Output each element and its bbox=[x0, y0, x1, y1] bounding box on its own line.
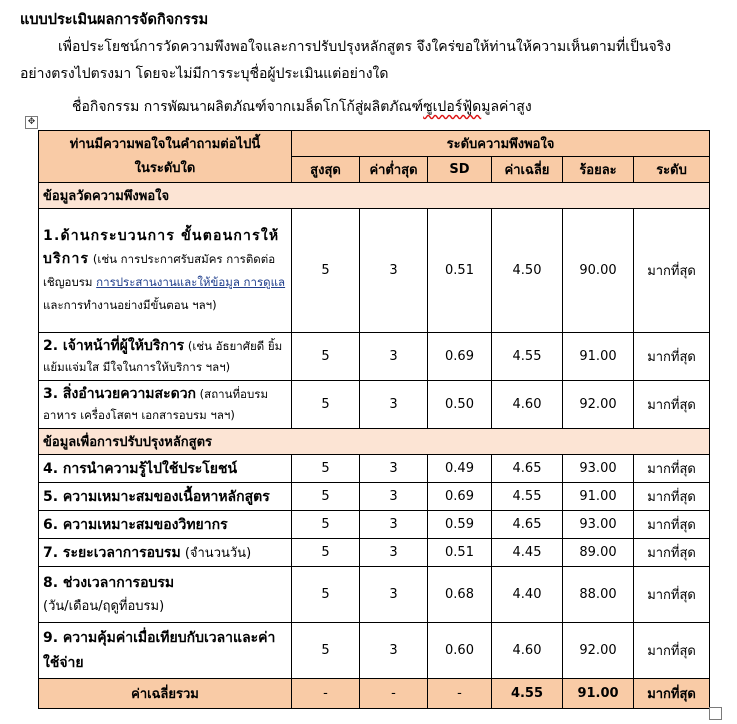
row-4-mean: 4.65 bbox=[492, 455, 563, 483]
table-row bbox=[39, 455, 710, 483]
row-6-max: 5 bbox=[292, 511, 360, 539]
row-2-title: 2. เจ้าหน้าที่ผู้ให้บริการ bbox=[43, 337, 185, 354]
row-9-mean: 4.60 bbox=[492, 623, 563, 679]
row-1-title: 1.ด้านกระบวนการ ขั้นตอนการให้บริการ bbox=[43, 227, 280, 267]
total-label: ค่าเฉลี่ยรวม bbox=[39, 679, 292, 709]
row-9-title: 9. ความคุ้มค่าเมื่อเทียบกับเวลาและค่าใช้จ่าย bbox=[43, 629, 276, 671]
row-8-item bbox=[39, 567, 292, 623]
row-8-title: 8. ช่วงเวลาการอบรม bbox=[43, 574, 175, 591]
col-sd: SD bbox=[428, 157, 492, 183]
row-1-sd: 0.51 bbox=[428, 209, 492, 333]
total-level: มากที่สุด bbox=[634, 679, 710, 709]
table-row bbox=[39, 539, 710, 567]
table-row-total bbox=[39, 679, 710, 709]
row-7-note: (จำนวนวัน) bbox=[180, 545, 252, 561]
intro-line-1: เพื่อประโยชน์การวัดความพึงพอใจและการปรับปรุงหลักสูตร จึงใคร่ขอให้ท่านให้ความเห็นตามที่เป็นจริง bbox=[58, 39, 672, 55]
row-3-max: 5 bbox=[292, 381, 360, 429]
row-3-item bbox=[39, 381, 292, 429]
document-title: แบบประเมินผลการจัดกิจกรรม bbox=[20, 12, 209, 28]
row-9-level: มากที่สุด bbox=[634, 623, 710, 679]
header-question-line-1: ท่านมีความพอใจในคำถามต่อไปนี้ bbox=[69, 136, 261, 152]
row-3-min: 3 bbox=[360, 381, 428, 429]
row-9-sd: 0.60 bbox=[428, 623, 492, 679]
row-5-item bbox=[39, 483, 292, 511]
row-7-min: 3 bbox=[360, 539, 428, 567]
activity-prefix: ชื่อกิจกรรม การพัฒนาผลิตภัณฑ์จากเมล็ดโกโก้สู่ผลิตภัณฑ์ bbox=[72, 99, 424, 115]
col-mean: ค่าเฉลี่ย bbox=[492, 157, 563, 183]
col-min: ค่าต่ำสุด bbox=[360, 157, 428, 183]
row-3-level: มากที่สุด bbox=[634, 381, 710, 429]
row-5-title: 5. ความเหมาะสมของเนื้อหาหลักสูตร bbox=[43, 488, 270, 505]
row-4-sd: 0.49 bbox=[428, 455, 492, 483]
row-4-min: 3 bbox=[360, 455, 428, 483]
total-sd: - bbox=[428, 679, 492, 709]
row-1-note-link[interactable]: การประสานงานและให้ข้อมูล การดูแล bbox=[96, 274, 286, 289]
row-7-max: 5 bbox=[292, 539, 360, 567]
row-1-max: 5 bbox=[292, 209, 360, 333]
row-7-title: 7. ระยะเวลาการอบรม bbox=[43, 544, 181, 561]
row-2-max: 5 bbox=[292, 333, 360, 381]
row-6-item bbox=[39, 511, 292, 539]
intro-line-2: อย่างตรงไปตรงมา โดยจะไม่มีการระบุชื่อผู้ประเมินแต่อย่างใด bbox=[20, 66, 389, 82]
row-7-level: มากที่สุด bbox=[634, 539, 710, 567]
row-7-percent: 89.00 bbox=[563, 539, 634, 567]
row-6-mean: 4.65 bbox=[492, 511, 563, 539]
row-8-min: 3 bbox=[360, 567, 428, 623]
row-5-mean: 4.55 bbox=[492, 483, 563, 511]
table-move-handle-icon[interactable]: ✥ bbox=[25, 116, 38, 129]
row-2-item bbox=[39, 333, 292, 381]
row-2-note: (เช่น อัธยาศัยดี ยิ้มแย้มแจ่มใส มีใจในการให้บริการ ฯลฯ) bbox=[43, 338, 283, 374]
row-8-level: มากที่สุด bbox=[634, 567, 710, 623]
row-6-level: มากที่สุด bbox=[634, 511, 710, 539]
section-satisfaction: ข้อมูลวัดความพึงพอใจ bbox=[39, 183, 710, 209]
row-1-item bbox=[39, 209, 292, 333]
header-satisfaction-level: ระดับความพึงพอใจ bbox=[292, 131, 710, 157]
row-7-sd: 0.51 bbox=[428, 539, 492, 567]
row-2-sd: 0.69 bbox=[428, 333, 492, 381]
table-row bbox=[39, 623, 710, 679]
row-1-note: (เช่น การประกาศรับสมัคร การติดต่อเชิญอบรม bbox=[43, 251, 276, 289]
row-7-mean: 4.45 bbox=[492, 539, 563, 567]
row-1-note-end: และการทำงานอย่างมีขั้นตอน ฯลฯ) bbox=[43, 297, 217, 312]
row-3-note: (สถานที่อบรม อาหาร เครื่องโสตฯ เอกสารอบรม ฯลฯ) bbox=[43, 386, 269, 422]
total-mean: 4.55 bbox=[492, 679, 563, 709]
row-5-sd: 0.69 bbox=[428, 483, 492, 511]
table-resize-handle-icon[interactable] bbox=[709, 707, 722, 720]
row-1-min: 3 bbox=[360, 209, 428, 333]
row-6-min: 3 bbox=[360, 511, 428, 539]
row-8-max: 5 bbox=[292, 567, 360, 623]
col-max: สูงสุด bbox=[292, 157, 360, 183]
table-row bbox=[39, 567, 710, 623]
section-improvement: ข้อมูลเพื่อการปรับปรุงหลักสูตร bbox=[39, 429, 710, 455]
row-2-mean: 4.55 bbox=[492, 333, 563, 381]
row-5-min: 3 bbox=[360, 483, 428, 511]
row-1-percent: 90.00 bbox=[563, 209, 634, 333]
row-9-percent: 92.00 bbox=[563, 623, 634, 679]
row-5-max: 5 bbox=[292, 483, 360, 511]
table-row bbox=[39, 209, 710, 333]
row-4-title: 4. การนำความรู้ไปใช้ประโยชน์ bbox=[43, 460, 238, 477]
activity-name bbox=[72, 96, 532, 118]
table-row bbox=[39, 511, 710, 539]
row-5-level: มากที่สุด bbox=[634, 483, 710, 511]
table-row bbox=[39, 333, 710, 381]
evaluation-table bbox=[38, 130, 710, 709]
row-3-mean: 4.60 bbox=[492, 381, 563, 429]
row-2-level: มากที่สุด bbox=[634, 333, 710, 381]
table-row bbox=[39, 483, 710, 511]
row-2-percent: 91.00 bbox=[563, 333, 634, 381]
table-row bbox=[39, 381, 710, 429]
row-8-percent: 88.00 bbox=[563, 567, 634, 623]
row-8-sd: 0.68 bbox=[428, 567, 492, 623]
row-7-item bbox=[39, 539, 292, 567]
row-3-sd: 0.50 bbox=[428, 381, 492, 429]
header-question-line-2: ในระดับใด bbox=[134, 160, 196, 176]
row-5-percent: 91.00 bbox=[563, 483, 634, 511]
row-4-max: 5 bbox=[292, 455, 360, 483]
row-6-sd: 0.59 bbox=[428, 511, 492, 539]
row-6-title: 6. ความเหมาะสมของวิทยากร bbox=[43, 516, 228, 533]
total-max: - bbox=[292, 679, 360, 709]
col-percent: ร้อยละ bbox=[563, 157, 634, 183]
row-3-title: 3. สิ่งอำนวยความสะดวก bbox=[43, 385, 197, 402]
header-question bbox=[39, 131, 292, 183]
total-percent: 91.00 bbox=[563, 679, 634, 709]
total-min: - bbox=[360, 679, 428, 709]
row-9-min: 3 bbox=[360, 623, 428, 679]
row-4-level: มากที่สุด bbox=[634, 455, 710, 483]
col-level: ระดับ bbox=[634, 157, 710, 183]
row-9-item bbox=[39, 623, 292, 679]
row-4-percent: 93.00 bbox=[563, 455, 634, 483]
row-6-percent: 93.00 bbox=[563, 511, 634, 539]
row-8-mean: 4.40 bbox=[492, 567, 563, 623]
row-3-percent: 92.00 bbox=[563, 381, 634, 429]
activity-suffix: มูลค่าสูง bbox=[481, 99, 532, 115]
row-2-min: 3 bbox=[360, 333, 428, 381]
row-9-max: 5 bbox=[292, 623, 360, 679]
row-4-item bbox=[39, 455, 292, 483]
activity-misspelled-word: ซูเปอร์ฟู้ด bbox=[423, 99, 482, 115]
row-8-note: (วัน/เดือน/ฤดูที่อบรม) bbox=[43, 598, 165, 614]
row-1-mean: 4.50 bbox=[492, 209, 563, 333]
row-1-level: มากที่สุด bbox=[634, 209, 710, 333]
